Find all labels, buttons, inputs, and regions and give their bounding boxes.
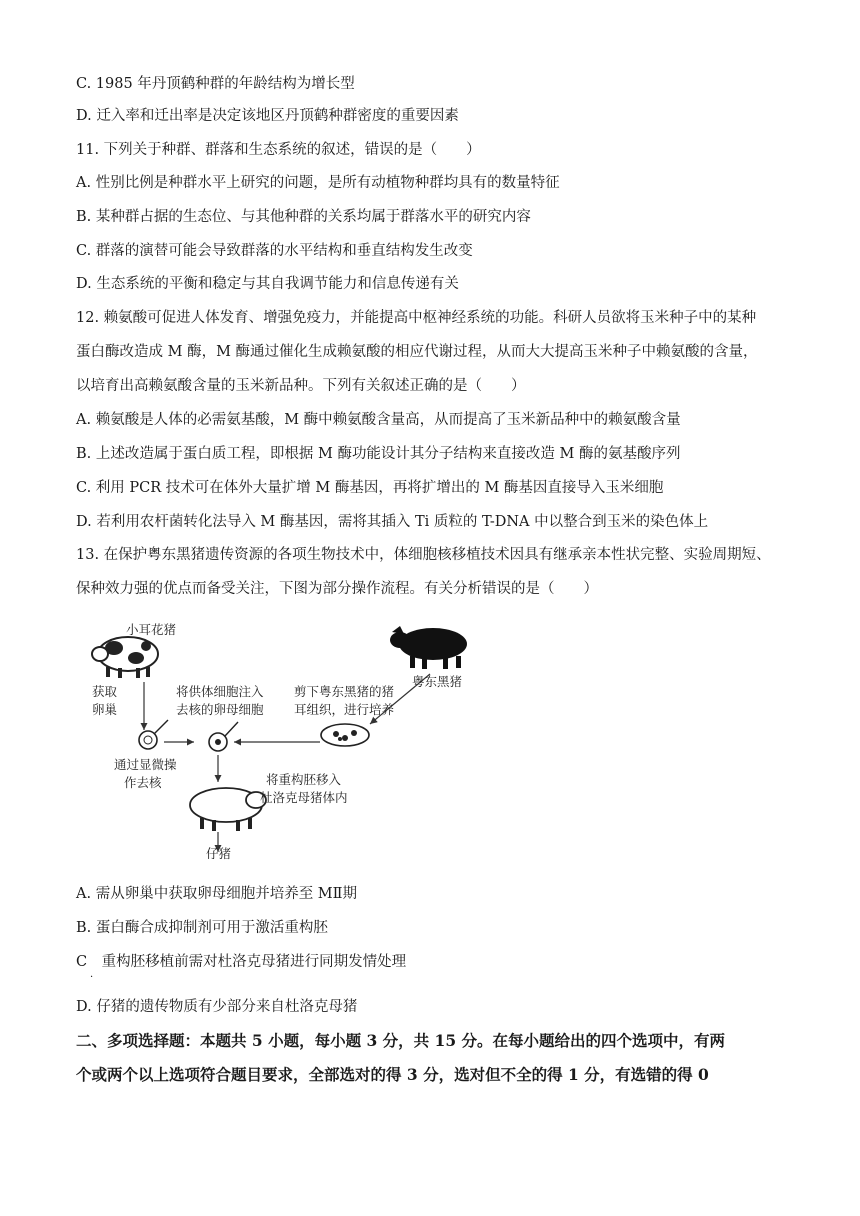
label-microinjection: 通过显微操	[114, 757, 177, 772]
label-enucleated-oocyte: 去核的卵母细胞	[176, 702, 264, 717]
question-12-stem: 以培育出高赖氨酸含量的玉米新品种。下列有关叙述正确的是（ ）	[76, 378, 526, 394]
text-line: D. 迁入率和迁出率是决定该地区丹顶鹤种群密度的重要因素	[76, 108, 459, 124]
label-duroc-sow: 杜洛克母猪体内	[260, 790, 348, 805]
option-a: A. 需从卵巢中获取卵母细胞并培养至 MⅡ期	[76, 886, 357, 902]
label-inject: 将供体细胞注入	[176, 684, 264, 699]
option-a: A. 性别比例是种群水平上研究的问题，是所有动植物种群均具有的数量特征	[76, 175, 560, 191]
option-b: B. 蛋白酶合成抑制剂可用于激活重构胚	[76, 920, 328, 936]
petri-dish-icon	[321, 724, 369, 746]
oocyte-enucleation-icon	[139, 720, 168, 749]
label-black-pig: 粤东黑猪	[412, 674, 463, 689]
label-obtain: 获取	[92, 684, 118, 699]
section-heading: 二、多项选择题：本题共 5 小题，每小题 3 分，共 15 分。在每小题给出的四个选项中，有两	[76, 1031, 726, 1050]
option-c: C. 群落的演替可能会导致群落的水平结构和垂直结构发生改变	[76, 243, 473, 259]
diagram-graphics	[88, 612, 488, 872]
option-b: B. 某种群占据的生态位、与其他种群的关系均属于群落水平的研究内容	[76, 209, 531, 225]
stray-dot: ·	[90, 972, 94, 983]
question-11-stem: 11. 下列关于种群、群落和生态系统的叙述，错误的是（ ）	[76, 142, 481, 158]
nuclear-transfer-diagram	[88, 612, 488, 872]
label-transfer-embryo: 将重构胚移入	[266, 772, 342, 787]
option-c: C 重构胚移植前需对杜洛克母猪进行同期发情处理	[76, 954, 407, 970]
surrogate-sow-icon	[190, 788, 266, 831]
text-line: C. 1985 年丹顶鹤种群的年龄结构为增长型	[76, 76, 355, 92]
question-12-stem: 12. 赖氨酸可促进人体发育、增强免疫力，并能提高中枢神经系统的功能。科研人员欲将玉米种子中的某种	[76, 310, 757, 326]
option-a: A. 赖氨酸是人体的必需氨基酸，M 酶中赖氨酸含量高，从而提高了玉米新品种中的赖氨酸含量	[76, 412, 681, 428]
question-12-stem: 蛋白酶改造成 M 酶，M 酶通过催化生成赖氨酸的相应代谢过程，从而大大提高玉米种子中赖氨酸的含量，	[76, 344, 758, 360]
option-d: D. 生态系统的平衡和稳定与其自我调节能力和信息传递有关	[76, 276, 459, 292]
label-enucleation: 作去核	[124, 775, 162, 790]
label-ovary: 卵巢	[92, 702, 118, 717]
option-d: D. 仔猪的遗传物质有少部分来自杜洛克母猪	[76, 999, 358, 1015]
question-13-stem: 保种效力强的优点而备受关注，下图为部分操作流程。有关分析错误的是（ ）	[76, 581, 598, 597]
label-culture: 耳组织，进行培养	[294, 702, 395, 717]
option-c: C. 利用 PCR 技术可在体外大量扩增 M 酶基因，再将扩增出的 M 酶基因直接导入玉米细胞	[76, 480, 664, 496]
label-cut-ear-tissue: 剪下粤东黑猪的猪	[294, 684, 395, 699]
option-b: B. 上述改造属于蛋白质工程，即根据 M 酶功能设计其分子结构来直接改造 M 酶的氨基酸序列	[76, 446, 681, 462]
label-piglet: 仔猪	[206, 846, 232, 861]
label-small-ear-pig: 小耳花猪	[126, 622, 177, 637]
question-13-stem: 13. 在保护粤东黑猪遗传资源的各项生物技术中，体细胞核移植技术因具有继承亲本性状完整、实验周期短、	[76, 547, 771, 563]
spotted-pig-icon	[92, 637, 158, 678]
option-d: D. 若利用农杆菌转化法导入 M 酶基因，需将其插入 Ti 质粒的 T-DNA 中以整合到玉米的染色体上	[76, 514, 709, 530]
black-pig-icon	[390, 626, 467, 669]
reconstructed-embryo-icon	[209, 722, 238, 751]
section-heading: 个或两个以上选项符合题目要求，全部选对的得 3 分，选对但不全的得 1 分，有选错的得 0	[76, 1065, 709, 1084]
